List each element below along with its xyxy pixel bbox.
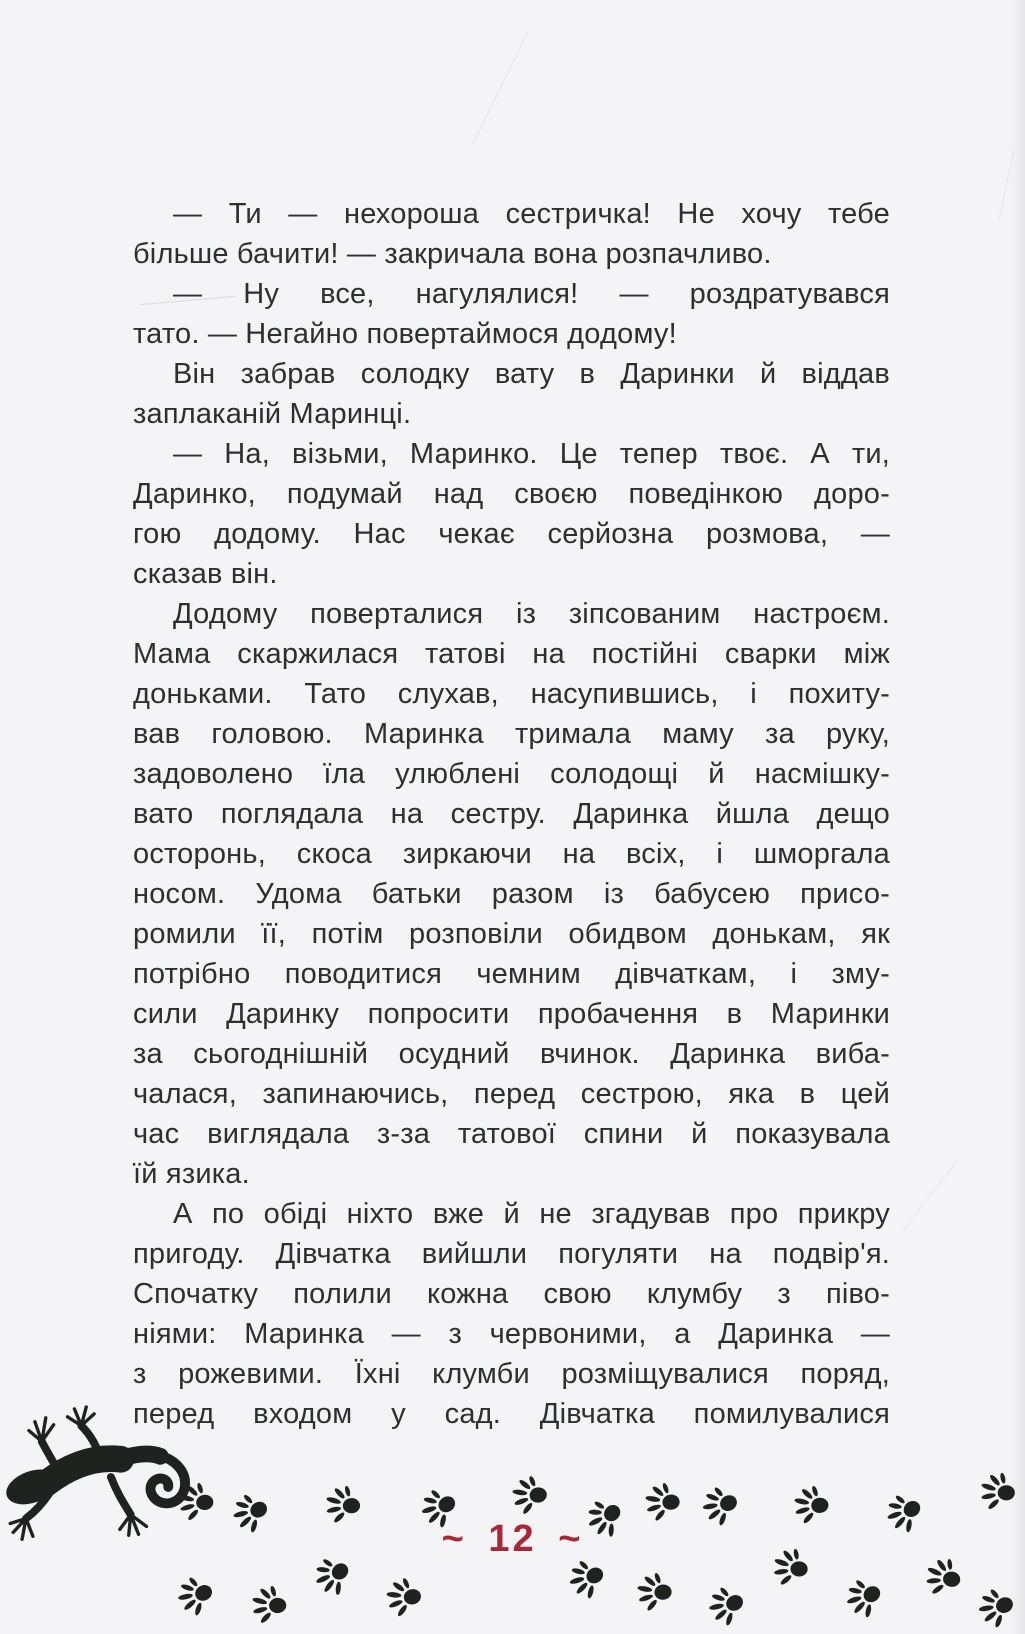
text-line: вато поглядала на сестру. Даринка йшла дещо [133,798,890,830]
paw-print-icon [700,1483,742,1528]
text-line: — Ну все, нагулялися! — роздратувався [173,278,890,310]
text-line: Даринко, подумай над своєю поведінкою доро- [133,478,890,510]
text-line: за сьогоднішній осудний вчинок. Даринка виба- [133,1038,890,1070]
page-number: ~ 12 ~ [441,1518,584,1560]
paw-print-icon [767,1542,816,1593]
text-line: — На, візьми, Маринко. Це тепер твоє. А ти, [173,438,890,470]
paw-print-icon [174,1478,220,1526]
text-line: заплаканій Маринці. [133,398,412,430]
story-text [133,194,890,1434]
paw-print-icon [581,1492,631,1544]
paw-print-icon [974,1467,1022,1517]
text-line: носом. Удома батьки разом із бабусею присо- [133,878,890,910]
paw-print-icon [789,1481,834,1529]
text-line: вав головою. Маринка тримала маму за руку, [133,718,890,750]
text-line: осторонь, скоса зиркаючи на всіх, і шморгала [133,838,890,870]
text-line: потрібно поводитися чемним дівчаткам, і зму- [133,958,890,990]
paw-prints-trail [0,1400,1025,1634]
text-line: пригоду. Дівчатка вийшли погуляти на подвір'я. [133,1238,890,1270]
text-line: — Ти — нехороша сестричка! Не хочу тебе [173,198,890,230]
page-footer [0,1400,1025,1634]
paw-print-icon [641,1479,685,1526]
text-line: перед входом у сад. Дівчатка помилувалися [133,1398,890,1430]
text-line: Додому поверталися із зіпсованим настроєм. [173,598,890,630]
paw-print-icon [919,1551,970,1603]
paw-print-icon [229,1489,273,1536]
paw-print-icon [309,1550,358,1601]
text-line: ніями: Маринка — з червоними, а Даринка — [133,1318,890,1350]
paw-print-icon [509,1472,552,1518]
text-line: гою додому. Нас чекає серйозна розмова, — [133,518,890,550]
paw-print-icon [842,1574,888,1623]
text-line: сили Даринку попросити пробачення в Маринки [133,998,890,1030]
text-line: А по обіді ніхто вже й не згадував про прикру [173,1198,890,1230]
text-line: сказав він. [133,558,278,590]
text-line: більше бачити! — закричала вона розпачливо. [133,238,772,270]
text-line: з рожевими. Їхні клумби розміщувалися поряд, [133,1358,890,1390]
text-line: задоволено їла улюблені солодощі й насмішку- [133,758,890,790]
text-line: тато. — Негайно повертаймося додому! [133,318,677,350]
paw-print-icon [320,1480,367,1530]
paw-print-icon [384,1575,426,1620]
scan-crease [902,1159,958,1231]
paw-print-icon [175,1573,218,1619]
text-line: Мама скаржилася татові на постійні сварки між [133,638,890,670]
page-edge-shadow [1009,0,1025,1634]
text-line: час виглядала з-за татової спини й показувала [133,1118,890,1150]
scan-crease [473,31,529,144]
text-line: Він забрав солодку вату в Даринки й віддав [173,358,890,390]
text-line: ромили її, потім розповіли обидвом донькам, як [133,918,890,950]
text-line: чалася, запинаючись, перед сестрою, яка в цей [133,1078,890,1110]
paw-print-icon [706,1583,749,1629]
paw-print-icon [633,1569,677,1616]
paw-print-icon [882,1488,929,1538]
paw-print-icon [565,1555,610,1603]
paw-print-icon [247,1581,293,1630]
text-line: Спочатку полили кожна свою клумбу з піво- [133,1278,890,1310]
text-line: доньками. Тато слухав, насупившись, і похиту- [133,678,890,710]
paw-print-icon [976,1585,1018,1630]
text-line: їй язика. [133,1158,250,1190]
